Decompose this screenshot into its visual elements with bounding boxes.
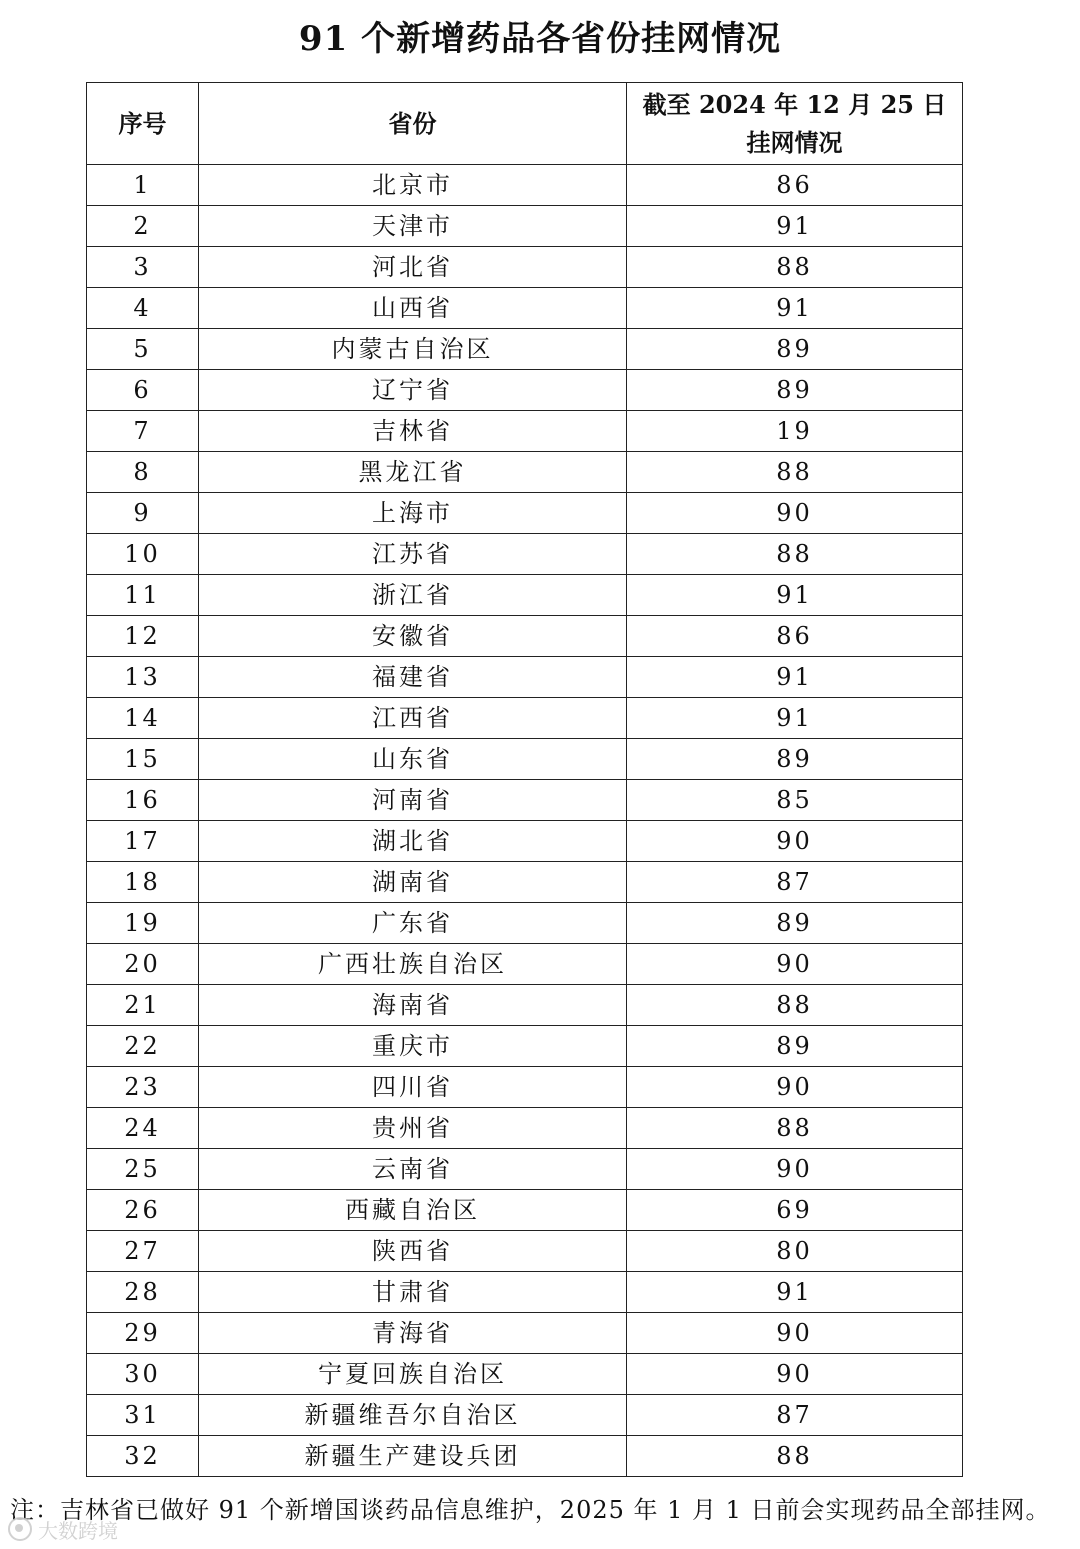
cell-province: 黑龙江省 — [199, 452, 627, 493]
table-row — [87, 616, 963, 657]
table-row — [87, 903, 963, 944]
cell-listing-count: 90 — [627, 1149, 963, 1190]
cell-province: 上海市 — [199, 493, 627, 534]
cell-index: 29 — [87, 1313, 199, 1354]
cell-index: 30 — [87, 1354, 199, 1395]
table-row — [87, 1272, 963, 1313]
table-row — [87, 1108, 963, 1149]
cell-listing-count: 91 — [627, 657, 963, 698]
table-row — [87, 1067, 963, 1108]
table-row — [87, 821, 963, 862]
cell-listing-count: 89 — [627, 1026, 963, 1067]
cell-index: 7 — [87, 411, 199, 452]
cell-province: 浙江省 — [199, 575, 627, 616]
cell-province: 广东省 — [199, 903, 627, 944]
table-row — [87, 247, 963, 288]
table-row — [87, 780, 963, 821]
cell-index: 28 — [87, 1272, 199, 1313]
cell-province: 内蒙古自治区 — [199, 329, 627, 370]
cell-index: 14 — [87, 698, 199, 739]
cell-index: 19 — [87, 903, 199, 944]
table-row — [87, 1231, 963, 1272]
cell-province: 海南省 — [199, 985, 627, 1026]
cell-index: 32 — [87, 1436, 199, 1477]
cell-listing-count: 88 — [627, 1436, 963, 1477]
cell-listing-count: 91 — [627, 206, 963, 247]
cell-listing-count: 80 — [627, 1231, 963, 1272]
cell-index: 9 — [87, 493, 199, 534]
cell-province: 陕西省 — [199, 1231, 627, 1272]
cell-province: 吉林省 — [199, 411, 627, 452]
table-row — [87, 862, 963, 903]
table-row — [87, 411, 963, 452]
cell-listing-count: 87 — [627, 1395, 963, 1436]
table-row — [87, 1436, 963, 1477]
cell-listing-count: 88 — [627, 1108, 963, 1149]
cell-province: 甘肃省 — [199, 1272, 627, 1313]
cell-index: 5 — [87, 329, 199, 370]
province-listing-table — [86, 82, 963, 1477]
cell-index: 6 — [87, 370, 199, 411]
cell-province: 山西省 — [199, 288, 627, 329]
cell-province: 安徽省 — [199, 616, 627, 657]
cell-listing-count: 90 — [627, 1067, 963, 1108]
cell-index: 25 — [87, 1149, 199, 1190]
cell-listing-count: 88 — [627, 985, 963, 1026]
table-row — [87, 206, 963, 247]
cell-province: 北京市 — [199, 165, 627, 206]
cell-index: 4 — [87, 288, 199, 329]
cell-listing-count: 86 — [627, 616, 963, 657]
watermark — [8, 1514, 118, 1544]
cell-index: 22 — [87, 1026, 199, 1067]
cell-listing-count: 91 — [627, 575, 963, 616]
table-row — [87, 370, 963, 411]
cell-listing-count: 89 — [627, 329, 963, 370]
cell-listing-count: 88 — [627, 247, 963, 288]
table-row — [87, 1190, 963, 1231]
cell-province: 贵州省 — [199, 1108, 627, 1149]
cell-listing-count: 89 — [627, 370, 963, 411]
cell-listing-count: 90 — [627, 944, 963, 985]
table-row — [87, 1313, 963, 1354]
table-row — [87, 1354, 963, 1395]
cell-index: 13 — [87, 657, 199, 698]
cell-listing-count: 87 — [627, 862, 963, 903]
cell-listing-count: 89 — [627, 739, 963, 780]
table-header-row — [87, 83, 963, 165]
cell-index: 8 — [87, 452, 199, 493]
cell-index: 10 — [87, 534, 199, 575]
table-row — [87, 534, 963, 575]
cell-index: 23 — [87, 1067, 199, 1108]
cell-province: 河北省 — [199, 247, 627, 288]
cell-province: 青海省 — [199, 1313, 627, 1354]
cell-province: 新疆生产建设兵团 — [199, 1436, 627, 1477]
cell-index: 20 — [87, 944, 199, 985]
cell-index: 17 — [87, 821, 199, 862]
document-title: 91 个新增药品各省份挂网情况 — [298, 19, 782, 59]
table-body — [87, 165, 963, 1477]
cell-province: 西藏自治区 — [199, 1190, 627, 1231]
cell-province: 河南省 — [199, 780, 627, 821]
cell-listing-count: 91 — [627, 698, 963, 739]
footnote: 注：吉林省已做好 91 个新增国谈药品信息维护，2025 年 1 月 1 日前会实现药品全部挂网。 — [10, 1496, 1051, 1524]
table-row — [87, 493, 963, 534]
cell-listing-count: 85 — [627, 780, 963, 821]
table-row — [87, 165, 963, 206]
cell-province: 福建省 — [199, 657, 627, 698]
table-row — [87, 657, 963, 698]
watermark-text: 大数跨境 — [38, 1518, 118, 1543]
cell-index: 2 — [87, 206, 199, 247]
header-index — [87, 83, 199, 165]
cell-listing-count: 90 — [627, 821, 963, 862]
cell-listing-count: 89 — [627, 903, 963, 944]
table-row — [87, 1395, 963, 1436]
cell-province: 湖北省 — [199, 821, 627, 862]
cell-index: 16 — [87, 780, 199, 821]
cell-index: 31 — [87, 1395, 199, 1436]
table-row — [87, 329, 963, 370]
header-index-label: 序号 — [118, 108, 167, 138]
cell-province: 江西省 — [199, 698, 627, 739]
table-row — [87, 1149, 963, 1190]
cell-listing-count: 91 — [627, 288, 963, 329]
table-row — [87, 288, 963, 329]
cell-listing-count: 90 — [627, 493, 963, 534]
cell-province: 广西壮族自治区 — [199, 944, 627, 985]
cell-listing-count: 91 — [627, 1272, 963, 1313]
cell-listing-count: 19 — [627, 411, 963, 452]
cell-province: 山东省 — [199, 739, 627, 780]
cell-index: 26 — [87, 1190, 199, 1231]
cell-province: 湖南省 — [199, 862, 627, 903]
table-row — [87, 985, 963, 1026]
cell-province: 辽宁省 — [199, 370, 627, 411]
cell-index: 11 — [87, 575, 199, 616]
cell-index: 21 — [87, 985, 199, 1026]
cell-listing-count: 90 — [627, 1313, 963, 1354]
cell-listing-count: 69 — [627, 1190, 963, 1231]
cell-index: 24 — [87, 1108, 199, 1149]
table-row — [87, 739, 963, 780]
watermark-logo-icon — [8, 1517, 32, 1541]
cell-listing-count: 86 — [627, 165, 963, 206]
cell-index: 15 — [87, 739, 199, 780]
cell-listing-count: 88 — [627, 534, 963, 575]
cell-index: 12 — [87, 616, 199, 657]
cell-listing-count: 90 — [627, 1354, 963, 1395]
header-province-label: 省份 — [388, 108, 437, 138]
table-row — [87, 698, 963, 739]
cell-province: 天津市 — [199, 206, 627, 247]
header-province — [199, 83, 627, 165]
table-row — [87, 1026, 963, 1067]
cell-province: 新疆维吾尔自治区 — [199, 1395, 627, 1436]
cell-index: 1 — [87, 165, 199, 206]
cell-province: 江苏省 — [199, 534, 627, 575]
table-row — [87, 452, 963, 493]
cell-listing-count: 88 — [627, 452, 963, 493]
table-row — [87, 575, 963, 616]
cell-province: 四川省 — [199, 1067, 627, 1108]
cell-province: 宁夏回族自治区 — [199, 1354, 627, 1395]
table-row — [87, 944, 963, 985]
cell-index: 3 — [87, 247, 199, 288]
cell-province: 重庆市 — [199, 1026, 627, 1067]
cell-index: 18 — [87, 862, 199, 903]
header-listing-status-label: 截至 2024 年 12 月 25 日挂网情况 — [642, 89, 947, 157]
cell-province: 云南省 — [199, 1149, 627, 1190]
header-listing-status — [627, 83, 963, 165]
cell-index: 27 — [87, 1231, 199, 1272]
